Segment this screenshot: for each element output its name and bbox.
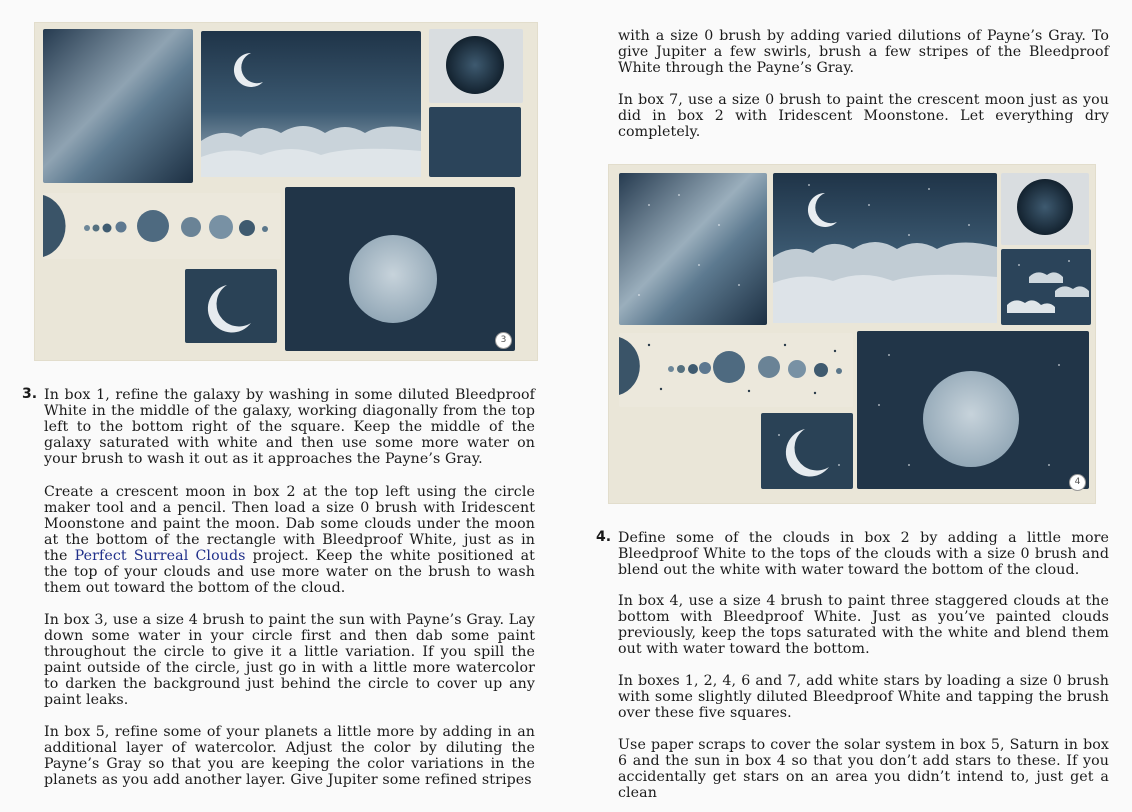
- figure-label-3: 3: [495, 332, 512, 349]
- step-3-paragraph-4: In box 5, refine some of your planets a little more by adding in an additional layer of watercolor. Adjust the color by diluting the Payne’s Gray so that you are keeping the color variations in the planets as you add another layer. Give Jupiter some refined stripes: [44, 724, 535, 788]
- step-3-paragraph-2-text-a: Create a crescent moon in box 2 at the top left using the circle maker tool and a pencil. Then load a size 0 brush with Iridescent Moonstone and paint the moon. Dab some clouds under the moon at the bottom of the rectangle with Bleedproof White, just as in the: [44, 484, 535, 564]
- continued-paragraph-top: with a size 0 brush by adding varied dilutions of Payne’s Gray. To give Jupiter a few swirls, brush a few stripes of the Bleedproof White through the Payne’s Gray.: [618, 28, 1109, 76]
- step-3-paragraph-3: In box 3, use a size 4 brush to paint the sun with Payne’s Gray. Lay down some water in your circle first and then dab some paint throughout the circle to give it a little variation. If you spill the paint outside of the circle, just go in with a little more watercolor to darken the background just behind the circle to cover up any paint leaks.: [44, 612, 535, 708]
- figure-label-4: 4: [1069, 474, 1086, 491]
- step-4-paragraph-1: Define some of the clouds in box 2 by adding a little more Bleedproof White to the tops of the clouds with a size 0 brush and blend out the white with water toward the bottom of the cloud.: [618, 530, 1109, 578]
- illustration-step-3: [34, 22, 538, 361]
- step-number-4: 4.: [596, 529, 612, 545]
- full-moon-box-6: [349, 235, 437, 323]
- perfect-surreal-clouds-link[interactable]: Perfect Surreal Clouds: [74, 548, 246, 564]
- step-4-paragraph-3: In boxes 1, 2, 4, 6 and 7, add white stars by loading a size 0 brush with some slightly diluted Bleedproof White and tapping the brush over these five squares.: [618, 673, 1109, 721]
- step-4-paragraph-4: Use paper scraps to cover the solar system in box 5, Saturn in box 6 and the sun in box 4 so that you don’t add stars to these. If you accidentally get stars on an area you didn’t intend to, just get a clean: [618, 737, 1109, 801]
- step-number-3: 3.: [22, 386, 38, 402]
- sun-box-3: [446, 36, 504, 94]
- watercolor-painting-3: [35, 23, 538, 361]
- step-3-paragraph-2: [44, 484, 535, 596]
- watercolor-painting-4: [609, 165, 1096, 504]
- illustration-step-4: [608, 164, 1096, 504]
- step-3-paragraph-1: In box 1, refine the galaxy by washing in some diluted Bleedproof White in the middle of the galaxy, working diagonally from the top left to the bottom right of the square. Keep the middle of the galaxy saturated with white and then use some more water on your brush to wash it out as it approaches the Payne’s Gray.: [44, 387, 535, 467]
- step-4-paragraph-2: In box 4, use a size 4 brush to paint three staggered clouds at the bottom with Bleedproof White. Just as you’ve painted clouds previously, keep the tops saturated with the white and blend them out with water toward the bottom.: [618, 593, 1109, 657]
- box-7-paragraph: In box 7, use a size 0 brush to paint the crescent moon just as you did in box 2 with Iridescent Moonstone. Let everything dry completely.: [618, 92, 1109, 140]
- step-3-paragraph-2-text-b: project. Keep the white positioned at the top of your clouds and use more water on the brush to wash them out toward the bottom of the cloud.: [44, 548, 535, 596]
